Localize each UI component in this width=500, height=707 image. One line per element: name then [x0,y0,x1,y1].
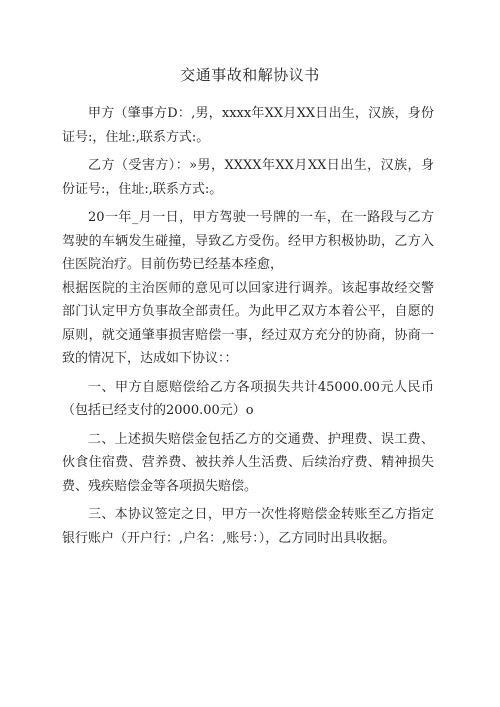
paragraph-clause-2 [62,428,434,499]
clause-1-text: 一、甲方自愿赔偿给乙方各项损失共计45000.00元人民币（包括已经支付的2000.00元）o [62,379,434,418]
paragraph-party-b [62,154,434,201]
paragraph-party-a [62,102,434,149]
party-a-text: 甲方（肇事方D：,男，xxxx年XX月XX日出生，汉族，身份证号:，住址:,联系方式:。 [62,106,434,145]
document-body [62,102,434,555]
incident-text: 20一年_月一日，甲方驾驶一号牌的一车，在一路段与乙方驾驶的车辆发生碰撞，导致乙方受伤。经甲方积极协助，乙方入住医院治疗。目前伤势已经基本痊愈， [62,210,434,272]
clause-3-text: 三、本协议签定之日，甲方一次性将赔偿金转账至乙方指定银行账户（开户行：,户名：,账号：），乙方同时出具收据。 [62,507,434,546]
paragraph-incident [62,206,434,277]
clause-2-text: 二、上述损失赔偿金包括乙方的交通费、护理费、误工费、伙食住宿费、营养费、被扶养人生活费、后续治疗费、精神损失费、残疾赔偿金等各项损失赔偿。 [62,431,434,494]
document-title: 交通事故和解协议书 [180,66,320,84]
paragraph-clause-1 [62,376,434,423]
paragraph-clause-3 [62,503,434,550]
paragraph-agreement-basis [62,277,434,371]
agreement-basis-text: 根据医院的主治医师的意见可以回家进行调养。该起事故经交警部门认定甲方负事故全部责任。为此甲乙双方本着公平，自愿的原则，就交通肇事损害赔偿一事，经过双方充分的协商，协商一致的情况下，达成如下协议：： [62,280,434,366]
party-b-text: 乙方（受害方）：»男，XXXX年XX月XX日出生，汉族，身份证号:，住址:,联系方式:。 [62,158,434,197]
